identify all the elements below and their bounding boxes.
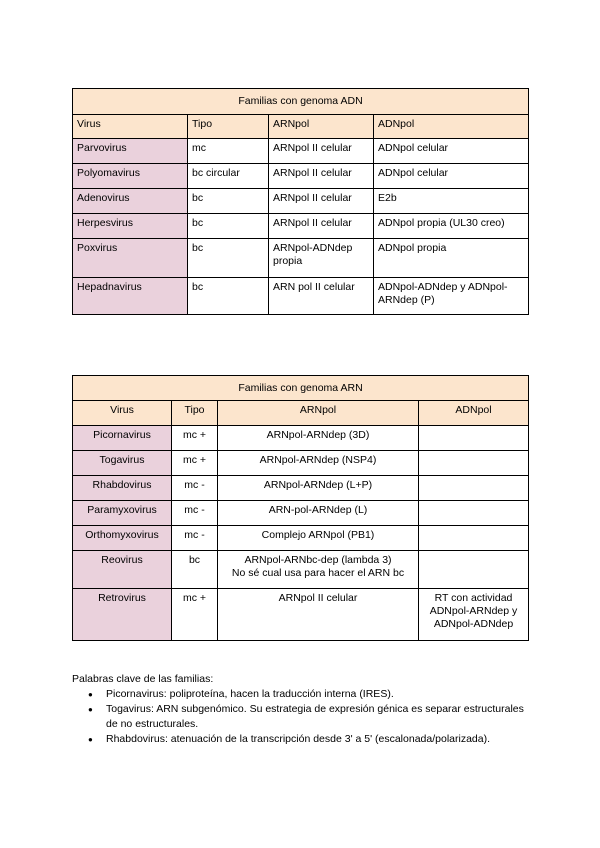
genome-type: mc [188,139,269,164]
genome-type: bc [188,189,269,214]
genome-type: bc [188,239,269,278]
genome-type: mc + [172,451,218,476]
list-item: ● Picornavirus: poliproteína, hacen la traducción interna (IRES). [106,687,528,702]
arnpol-cell: ARNpol II celular [269,214,374,239]
genome-type: mc - [172,501,218,526]
keywords-heading: Palabras clave de las familias: [72,673,214,685]
rna-genome-table [72,375,529,641]
virus-family: Orthomyxovirus [73,526,172,551]
virus-family: Picornavirus [73,426,172,451]
dna-header-tipo: Tipo [188,115,269,139]
table-row [73,164,529,189]
virus-family: Polyomavirus [73,164,188,189]
virus-family: Adenovirus [73,189,188,214]
table-row [73,501,529,526]
arnpol-cell: ARN-pol-ARNdep (L) [218,501,419,526]
adnpol-cell: ADNpol celular [374,164,529,189]
table-row [73,476,529,501]
genome-type: bc circular [188,164,269,189]
arnpol-cell: Complejo ARNpol (PB1) [218,526,419,551]
virus-family: Herpesvirus [73,214,188,239]
adnpol-cell: ADNpol propia (UL30 creo) [374,214,529,239]
virus-family: Rhabdovirus [73,476,172,501]
genome-type: mc + [172,426,218,451]
rna-header-virus: Virus [73,401,172,426]
genome-type: bc [188,214,269,239]
arnpol-cell: ARNpol-ARNdep (L+P) [218,476,419,501]
arnpol-cell: ARNpol II celular [269,164,374,189]
table-row [73,278,529,315]
arnpol-cell: ARNpol-ARNdep (3D) [218,426,419,451]
rna-table-title: Familias con genoma ARN [73,376,529,401]
virus-family: Hepadnavirus [73,278,188,315]
virus-family: Poxvirus [73,239,188,278]
genome-type: bc [188,278,269,315]
adnpol-cell [419,476,529,501]
adnpol-cell: ADNpol celular [374,139,529,164]
table-row [73,189,529,214]
arnpol-value: ARNpol-ARNbc-dep (lambda 3) [244,554,392,566]
arnpol-cell: ARNpol-ARNdep (NSP4) [218,451,419,476]
genome-type: mc - [172,526,218,551]
table-row [73,426,529,451]
adnpol-cell: ADNpol propia [374,239,529,278]
list-item: ● Rhabdovirus: atenuación de la transcripción desde 3' a 5' (escalonada/polarizada). [106,732,528,747]
list-item: ● Togavirus: ARN subgenómico. Su estrategia de expresión génica es separar estructurales de no estructurales. [106,702,528,732]
rna-header-arnpol: ARNpol [218,401,419,426]
adnpol-cell [419,426,529,451]
arnpol-cell: ARNpol-ADNdep propia [269,239,374,278]
rna-header-adnpol: ADNpol [419,401,529,426]
table-row [73,139,529,164]
dna-genome-table [72,88,529,315]
dna-header-virus: Virus [73,115,188,139]
genome-type: bc [172,551,218,589]
virus-family: Retrovirus [73,589,172,641]
genome-type: mc - [172,476,218,501]
rna-header-tipo: Tipo [172,401,218,426]
table-row [73,526,529,551]
dna-header-adnpol: ADNpol [374,115,529,139]
table-row [73,214,529,239]
adnpol-cell [419,551,529,589]
virus-family: Reovirus [73,551,172,589]
adnpol-cell [419,526,529,551]
dna-table-title: Familias con genoma ADN [73,89,529,115]
table-row [73,551,529,589]
adnpol-cell: ADNpol-ADNdep y ADNpol-ARNdep (P) [374,278,529,315]
arnpol-cell: ARNpol II celular [269,139,374,164]
table-row [73,239,529,278]
virus-family: Parvovirus [73,139,188,164]
keywords-section [72,672,528,747]
genome-type: mc + [172,589,218,641]
table-row [73,589,529,641]
arnpol-note: No sé cual usa para hacer el ARN bc [231,567,405,579]
arnpol-cell: ARNpol II celular [218,589,419,641]
arnpol-cell: ARN pol II celular [269,278,374,315]
dna-header-arnpol: ARNpol [269,115,374,139]
keywords-list [72,687,528,747]
adnpol-cell: E2b [374,189,529,214]
adnpol-cell [419,451,529,476]
adnpol-cell: RT con actividad ADNpol-ARNdep y ADNpol-ADNdep [419,589,529,641]
adnpol-cell [419,501,529,526]
virus-family: Togavirus [73,451,172,476]
arnpol-cell [218,551,419,589]
table-row [73,451,529,476]
virus-family: Paramyxovirus [73,501,172,526]
arnpol-cell: ARNpol II celular [269,189,374,214]
